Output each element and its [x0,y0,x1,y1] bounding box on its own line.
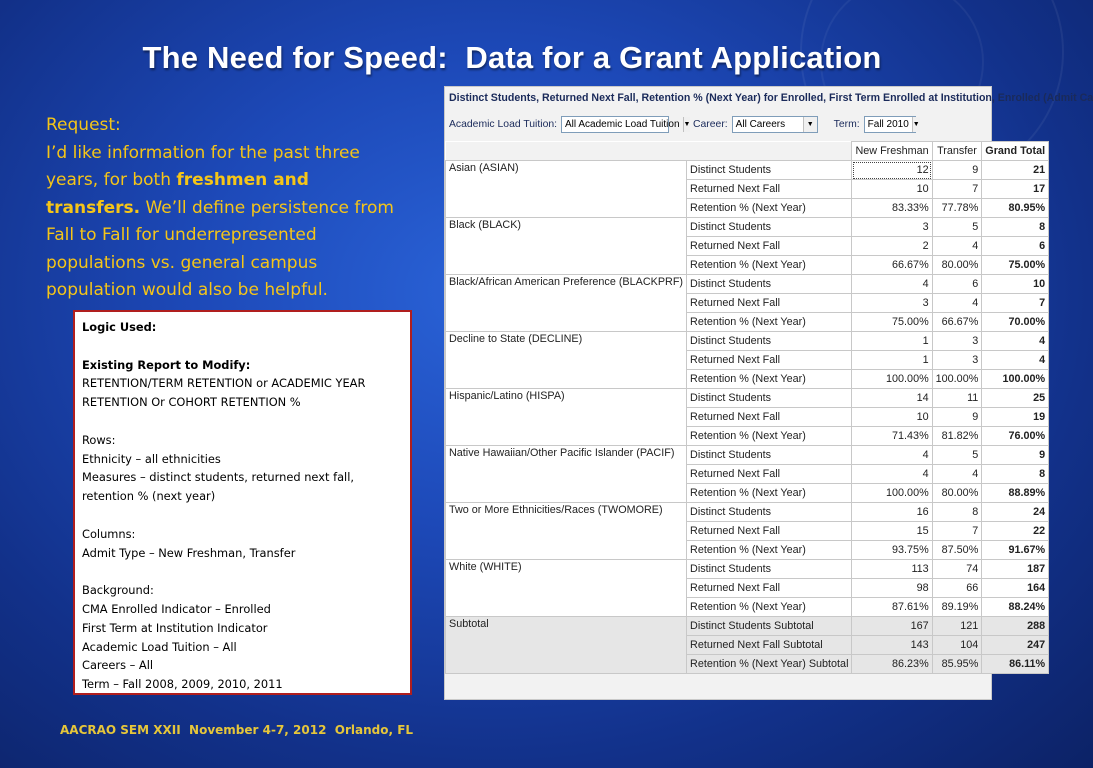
value-cell[interactable]: 9 [932,408,982,427]
grand-total-cell[interactable]: 10 [982,275,1049,294]
value-cell[interactable]: 9 [932,161,982,180]
term-label: Term: [833,118,860,130]
grand-total-cell[interactable]: 187 [982,560,1049,579]
grand-total-cell[interactable]: 247 [982,636,1049,655]
value-cell[interactable]: 1 [852,332,932,351]
logic-line: RETENTION/TERM RETENTION or ACADEMIC YEAR [82,376,366,391]
row-header-measure[interactable]: Retention % (Next Year) [687,313,852,332]
row-header-ethnicity[interactable]: Hispanic/Latino (HISPA) [446,389,687,446]
column-header-new-freshman[interactable]: New Freshman [852,142,932,161]
value-cell[interactable]: 15 [852,522,932,541]
empty-header-cell [687,142,852,161]
logic-line: Admit Type – New Freshman, Transfer [82,545,296,560]
table-row [446,161,1049,180]
chevron-down-icon[interactable]: ▼ [912,117,920,132]
request-body [46,140,406,305]
slide-footer: AACRAO SEM XXII November 4-7, 2012 Orlando, FL [60,723,414,737]
value-cell[interactable]: 4 [932,237,982,256]
logic-line: Careers – All [82,658,154,673]
career-value: All Careers [735,118,786,130]
logic-line: CMA Enrolled Indicator – Enrolled [82,601,271,616]
row-header-measure[interactable]: Distinct Students [687,560,852,579]
value-cell[interactable]: 6 [932,275,982,294]
term-select[interactable] [864,116,920,133]
grand-total-cell[interactable]: 88.89% [982,484,1049,503]
logic-line: Columns: [82,526,136,541]
logic-heading: Logic Used: [82,320,157,334]
report-filters [445,109,991,139]
table-row [446,332,1049,351]
row-header-measure[interactable]: Returned Next Fall [687,408,852,427]
table-row [446,560,1049,579]
value-cell[interactable]: 1 [852,351,932,370]
grand-total-cell[interactable]: 4 [982,351,1049,370]
grand-total-cell[interactable]: 9 [982,446,1049,465]
row-header-measure[interactable]: Returned Next Fall [687,465,852,484]
value-cell[interactable]: 8 [932,503,982,522]
row-header-measure[interactable]: Returned Next Fall [687,180,852,199]
request-text-end: We’ll define persistence from Fall to Fall for underrepresented populations vs. general campus population would also be helpful. [46,197,394,300]
value-cell[interactable]: 11 [932,389,982,408]
value-cell[interactable]: 143 [852,636,932,655]
logic-line: Term – Fall 2008, 2009, 2010, 2011 [82,677,283,692]
grand-total-cell[interactable]: 75.00% [982,256,1049,275]
value-cell[interactable]: 100.00% [852,370,932,389]
logic-used-box [73,310,412,695]
subtotal-row [446,617,1049,636]
logic-line: Measures – distinct students, returned next fall, [82,470,355,485]
value-cell[interactable]: 7 [932,522,982,541]
grand-total-cell[interactable]: 288 [982,617,1049,636]
value-cell[interactable]: 3 [932,351,982,370]
grand-total-cell[interactable]: 80.95% [982,199,1049,218]
logic-line: Academic Load Tuition – All [82,639,237,654]
value-cell[interactable]: 74 [932,560,982,579]
logic-line: retention % (next year) [82,489,216,504]
row-header-measure[interactable]: Retention % (Next Year) [687,256,852,275]
logic-line: Ethnicity – all ethnicities [82,451,221,466]
value-cell[interactable]: 3 [852,218,932,237]
row-header-measure[interactable]: Returned Next Fall [687,579,852,598]
report-table [445,141,1049,674]
row-header-measure[interactable]: Retention % (Next Year) [687,427,852,446]
row-header-ethnicity[interactable]: Native Hawaiian/Other Pacific Islander (PACIF) [446,446,687,503]
grand-total-cell[interactable]: 19 [982,408,1049,427]
grand-total-cell[interactable]: 21 [982,161,1049,180]
report-window [444,86,1093,700]
value-cell[interactable]: 98 [852,579,932,598]
empty-header-cell [446,142,687,161]
table-row [446,389,1049,408]
value-cell[interactable]: 14 [852,389,932,408]
row-header-measure[interactable]: Returned Next Fall [687,294,852,313]
value-cell[interactable]: 75.00% [852,313,932,332]
row-header-measure[interactable]: Retention % (Next Year) [687,541,852,560]
request-text-start: I’d like information for the past three years, for both [46,142,360,190]
value-cell[interactable]: 3 [852,294,932,313]
value-cell[interactable]: 10 [852,408,932,427]
logic-lines [82,374,403,694]
row-header-measure[interactable]: Distinct Students Subtotal [687,617,852,636]
row-header-ethnicity[interactable]: Decline to State (DECLINE) [446,332,687,389]
term-value: Fall 2010 [867,118,909,130]
value-cell[interactable]: 100.00% [932,370,982,389]
value-cell[interactable]: 4 [932,294,982,313]
grand-total-cell[interactable]: 24 [982,503,1049,522]
grand-total-cell[interactable]: 25 [982,389,1049,408]
grand-total-cell[interactable]: 8 [982,465,1049,484]
value-cell[interactable]: 87.50% [932,541,982,560]
grand-total-cell[interactable]: 91.67% [982,541,1049,560]
grand-total-cell[interactable]: 76.00% [982,427,1049,446]
row-header-measure[interactable]: Distinct Students [687,275,852,294]
row-header-measure[interactable]: Distinct Students [687,161,852,180]
table-row [446,218,1049,237]
value-cell[interactable]: 5 [932,446,982,465]
row-header-measure[interactable]: Returned Next Fall [687,237,852,256]
value-cell[interactable]: 4 [852,275,932,294]
row-header-measure[interactable]: Distinct Students [687,389,852,408]
value-cell[interactable]: 93.75% [852,541,932,560]
value-cell[interactable]: 100.00% [852,484,932,503]
spacer [82,412,403,431]
academic-load-label: Academic Load Tuition: [449,118,558,130]
chevron-down-icon[interactable]: ▼ [803,117,817,132]
grand-total-cell[interactable]: 4 [982,332,1049,351]
request-label: Request: [46,115,121,135]
value-cell[interactable]: 104 [932,636,982,655]
value-cell[interactable]: 85.95% [932,655,982,674]
spacer [82,562,403,581]
value-cell[interactable]: 10 [852,180,932,199]
value-cell[interactable]: 16 [852,503,932,522]
table-header-row [446,142,1049,161]
row-header-ethnicity[interactable]: Black/African American Preference (BLACKPRF) [446,275,687,332]
grand-total-cell[interactable]: 8 [982,218,1049,237]
logic-line: RETENTION Or COHORT RETENTION % [82,395,301,410]
value-cell[interactable]: 5 [932,218,982,237]
grand-total-cell[interactable]: 6 [982,237,1049,256]
value-cell[interactable]: 4 [852,446,932,465]
career-select[interactable] [732,116,818,133]
value-cell[interactable]: 167 [852,617,932,636]
value-cell[interactable]: 80.00% [932,484,982,503]
row-header-measure[interactable]: Distinct Students [687,503,852,522]
value-cell[interactable]: 3 [932,332,982,351]
value-cell[interactable]: 12 [852,161,932,180]
chevron-down-icon[interactable]: ▼ [683,117,691,132]
row-header-measure[interactable]: Retention % (Next Year) [687,598,852,617]
value-cell[interactable]: 83.33% [852,199,932,218]
row-header-measure[interactable]: Distinct Students [687,446,852,465]
spacer [82,337,403,356]
request-text-bold: freshmen and transfers. [46,170,309,218]
value-cell[interactable]: 89.19% [932,598,982,617]
existing-report-heading: Existing Report to Modify: [82,357,251,372]
row-header-measure[interactable]: Retention % (Next Year) [687,370,852,389]
row-header-ethnicity[interactable]: Black (BLACK) [446,218,687,275]
table-row [446,275,1049,294]
value-cell[interactable]: 71.43% [852,427,932,446]
row-header-measure[interactable]: Retention % (Next Year) [687,484,852,503]
grand-total-cell[interactable]: 100.00% [982,370,1049,389]
row-header-measure[interactable]: Retention % (Next Year) Subtotal [687,655,852,674]
grand-total-cell[interactable]: 88.24% [982,598,1049,617]
academic-load-select[interactable] [561,116,691,133]
value-cell[interactable]: 66.67% [852,256,932,275]
value-cell[interactable]: 7 [932,180,982,199]
row-header-measure[interactable]: Distinct Students [687,332,852,351]
value-cell[interactable]: 80.00% [932,256,982,275]
logic-line: Rows: [82,432,116,447]
grand-total-cell[interactable]: 164 [982,579,1049,598]
value-cell[interactable]: 2 [852,237,932,256]
career-label: Career: [693,118,728,130]
logic-line: Background: [82,583,154,598]
value-cell[interactable]: 87.61% [852,598,932,617]
table-row [446,503,1049,522]
row-header-measure[interactable]: Distinct Students [687,218,852,237]
logic-line: First Term at Institution Indicator [82,620,268,635]
column-header-grand-total[interactable]: Grand Total [982,142,1049,161]
slide-title: The Need for Speed: Data for a Grant Application [142,40,882,75]
academic-load-value: All Academic Load Tuition [565,118,680,130]
column-header-transfer[interactable]: Transfer [932,142,982,161]
report-title: Distinct Students, Returned Next Fall, Retention % (Next Year) for Enrolled, First Term Enrolled at Institution, Enrolled (Admit Ca [445,87,991,109]
grand-total-cell[interactable]: 22 [982,522,1049,541]
grand-total-cell[interactable]: 86.11% [982,655,1049,674]
row-header-ethnicity[interactable]: Subtotal [446,617,687,674]
value-cell[interactable]: 4 [852,465,932,484]
row-header-measure[interactable]: Returned Next Fall Subtotal [687,636,852,655]
value-cell[interactable]: 86.23% [852,655,932,674]
row-header-ethnicity[interactable]: Asian (ASIAN) [446,161,687,218]
value-cell[interactable]: 113 [852,560,932,579]
value-cell[interactable]: 4 [932,465,982,484]
value-cell[interactable]: 77.78% [932,199,982,218]
value-cell[interactable]: 66 [932,579,982,598]
row-header-measure[interactable]: Returned Next Fall [687,522,852,541]
table-row [446,446,1049,465]
row-header-measure[interactable]: Retention % (Next Year) [687,199,852,218]
grand-total-cell[interactable]: 17 [982,180,1049,199]
row-header-ethnicity[interactable]: White (WHITE) [446,560,687,617]
spacer [82,506,403,525]
value-cell[interactable]: 121 [932,617,982,636]
request-text-block [46,112,406,305]
value-cell[interactable]: 81.82% [932,427,982,446]
row-header-measure[interactable]: Returned Next Fall [687,351,852,370]
value-cell[interactable]: 66.67% [932,313,982,332]
grand-total-cell[interactable]: 7 [982,294,1049,313]
grand-total-cell[interactable]: 70.00% [982,313,1049,332]
row-header-ethnicity[interactable]: Two or More Ethnicities/Races (TWOMORE) [446,503,687,560]
